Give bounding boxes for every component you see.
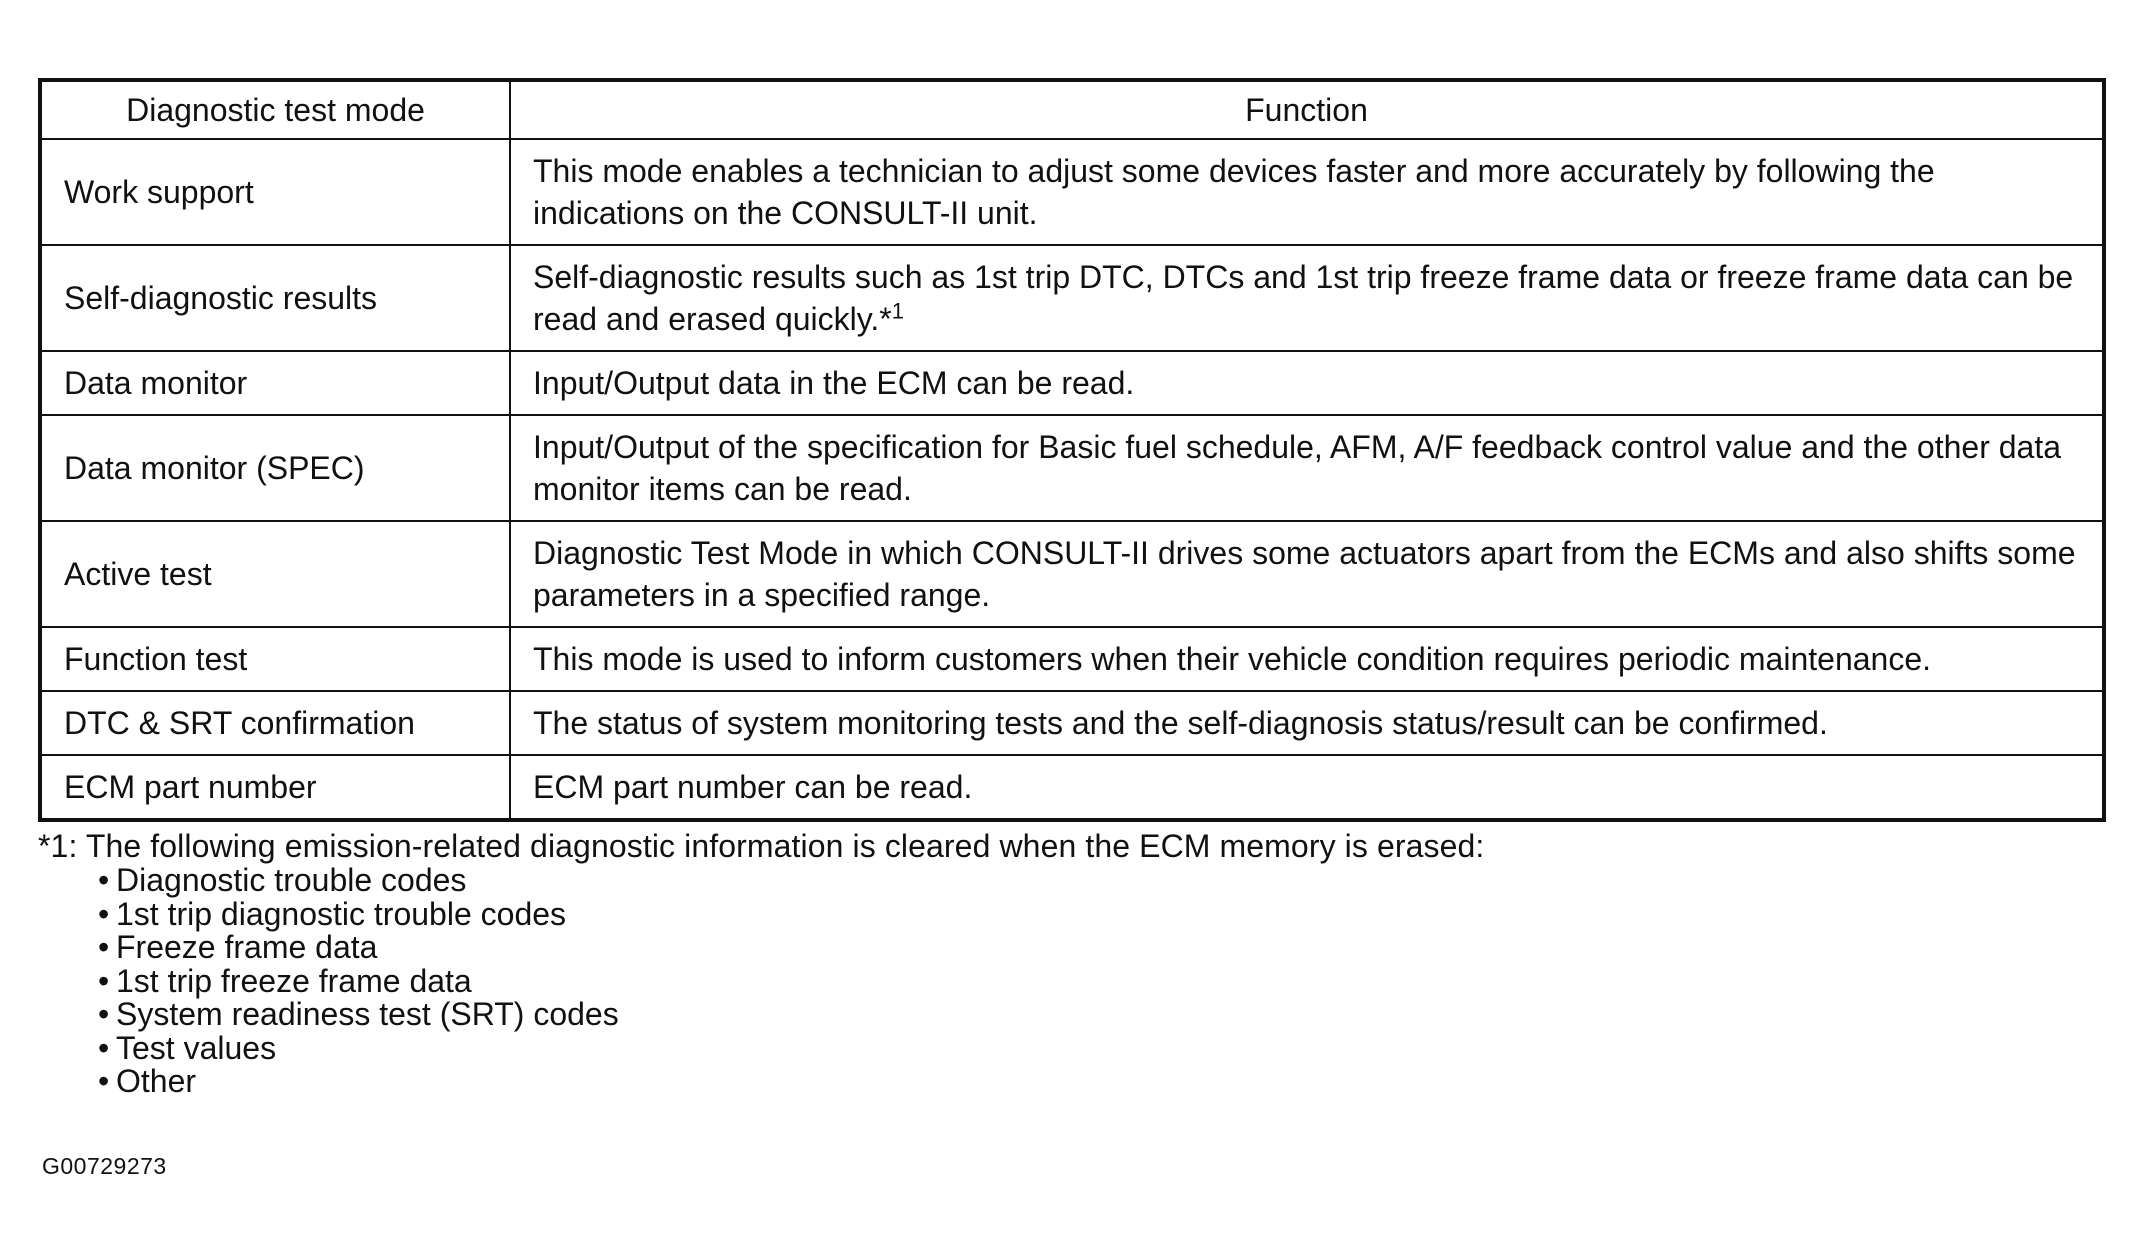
- mode-cell: Work support: [40, 139, 510, 245]
- diagnostic-modes-table: [38, 78, 2106, 822]
- table-row: [40, 691, 2104, 755]
- bullet: •: [98, 996, 110, 1032]
- header-diagnostic-test-mode: Diagnostic test mode: [40, 80, 510, 139]
- table-row: [40, 351, 2104, 415]
- function-cell: ECM part number can be read.: [510, 755, 2104, 820]
- bullet: •: [98, 1063, 110, 1099]
- function-cell: [510, 245, 2104, 351]
- bullet: •: [98, 1029, 110, 1066]
- bullet: •: [98, 962, 110, 999]
- function-cell: Diagnostic Test Mode in which CONSULT-II drives some actuators apart from the ECMs and also shifts some parameters in a specified range.: [510, 521, 2104, 627]
- list-item-text: 1st trip freeze frame data: [116, 962, 472, 999]
- list-item: [98, 962, 1484, 999]
- header-function: Function: [510, 80, 2104, 139]
- mode-cell: Data monitor: [40, 351, 510, 415]
- bullet: •: [98, 862, 110, 898]
- figure-id: G00729273: [42, 1153, 167, 1179]
- table-row: [40, 521, 2104, 627]
- list-item: [98, 895, 1484, 932]
- table-row: [40, 415, 2104, 521]
- mode-cell: Active test: [40, 521, 510, 627]
- bullet: •: [98, 895, 110, 932]
- mode-cell: Function test: [40, 627, 510, 691]
- footnote: [38, 828, 1484, 1099]
- footnote-ref: 1: [891, 298, 904, 324]
- list-item-text: Diagnostic trouble codes: [116, 862, 467, 898]
- bullet: •: [98, 929, 110, 965]
- mode-cell: ECM part number: [40, 755, 510, 820]
- table-header-row: [40, 80, 2104, 139]
- table-row: [40, 245, 2104, 351]
- table-row: [40, 139, 2104, 245]
- list-item: [98, 864, 1484, 898]
- list-item-text: System readiness test (SRT) codes: [116, 996, 619, 1032]
- list-item-text: 1st trip diagnostic trouble codes: [116, 895, 567, 932]
- footnote-lead: *1: The following emission-related diagnostic information is cleared when the ECM memory is erased:: [38, 828, 1485, 864]
- mode-cell: DTC & SRT confirmation: [40, 691, 510, 755]
- list-item: [98, 931, 1484, 965]
- list-item-text: Other: [116, 1063, 197, 1099]
- mode-cell: Self-diagnostic results: [40, 245, 510, 351]
- mode-cell: Data monitor (SPEC): [40, 415, 510, 521]
- list-item: [98, 998, 1484, 1032]
- function-cell: Input/Output of the specification for Basic fuel schedule, AFM, A/F feedback control value and the other data monitor items can be read.: [510, 415, 2104, 521]
- function-cell: This mode is used to inform customers when their vehicle condition requires periodic maintenance.: [510, 627, 2104, 691]
- list-item-text: Test values: [116, 1029, 277, 1066]
- function-cell: The status of system monitoring tests and the self-diagnosis status/result can be confirmed.: [510, 691, 2104, 755]
- table-row: [40, 627, 2104, 691]
- function-cell: Input/Output data in the ECM can be read.: [510, 351, 2104, 415]
- list-item: [98, 1029, 1484, 1066]
- list-item-text: Freeze frame data: [116, 929, 378, 965]
- list-item: [98, 1065, 1484, 1099]
- footnote-list: [38, 864, 1484, 1099]
- function-text: Self-diagnostic results such as 1st trip DTC, DTCs and 1st trip freeze frame data or freeze frame data can be read and erased quickly.*: [533, 259, 2074, 337]
- function-cell: This mode enables a technician to adjust some devices faster and more accurately by following the indications on the CONSULT-II unit.: [510, 139, 2104, 245]
- table-row: [40, 755, 2104, 820]
